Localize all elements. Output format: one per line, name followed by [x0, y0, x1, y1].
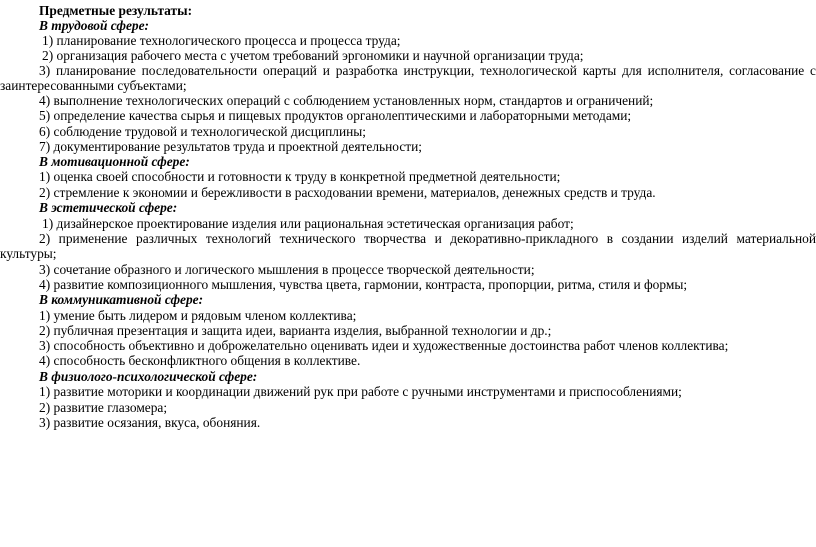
list-item: 3) развитие осязания, вкуса, обоняния. — [39, 415, 261, 430]
list-item: 1) развитие моторики и координации движений рук при работе с ручными инструментами и приспособлениями; — [39, 384, 682, 399]
list-item: 6) соблюдение трудовой и технологической дисциплины; — [39, 124, 367, 139]
list-item-continuation: заинтересованными субъектами; — [0, 78, 187, 93]
list-item: 4) способность бесконфликтного общения в коллективе. — [39, 353, 361, 368]
list-item: 5) определение качества сырья и пищевых продуктов органолептическими и лабораторными методами; — [39, 108, 632, 123]
list-item: 4) развитие композиционного мышления, чувства цвета, гармонии, контраста, пропорции, ритма, стиля и формы; — [39, 277, 688, 292]
document-title: Предметные результаты: — [39, 3, 193, 18]
section-heading-physiological: В физиолого-психологической сфере: — [39, 369, 258, 384]
list-item: 3) сочетание образного и логического мышления в процессе творческой деятельности; — [39, 262, 535, 277]
list-item-continuation: культуры; — [0, 246, 57, 261]
section-heading-labor: В трудовой сфере: — [39, 18, 149, 33]
list-item: 2) стремление к экономии и бережливости в расходовании времени, материалов, денежных средств и труда. — [39, 185, 656, 200]
section-heading-communicative: В коммуникативной сфере: — [39, 292, 204, 307]
list-item: 1) умение быть лидером и рядовым членом коллектива; — [39, 308, 357, 323]
list-item: 1) дизайнерское проектирование изделия или рациональная эстетическая организация работ; — [42, 216, 574, 231]
section-heading-motivation: В мотивационной сфере: — [39, 154, 190, 169]
list-item: 4) выполнение технологических операций с соблюдением установленных норм, стандартов и ограничений; — [39, 93, 654, 108]
list-item: 1) оценка своей способности и готовности к труду в конкретной предметной деятельности; — [39, 169, 561, 184]
list-item: 2) развитие глазомера; — [39, 400, 168, 415]
list-item: 2) организация рабочего места с учетом требований эргономики и научной организации труда; — [42, 48, 584, 63]
list-item: 7) документирование результатов труда и проектной деятельности; — [39, 139, 422, 154]
list-item: 2) применение различных технологий технического творчества и декоративно-прикладного в создании изделий материальной — [39, 231, 816, 246]
list-item: 3) планирование последовательности операций и разработка инструкции, технологической карты для исполнителя, согласование с — [39, 63, 816, 78]
list-item: 2) публичная презентация и защита идеи, варианта изделия, выбранной технологии и др.; — [39, 323, 552, 338]
list-item: 3) способность объективно и доброжелательно оценивать идеи и художественные достоинства работ членов коллектива; — [39, 338, 729, 353]
section-heading-aesthetic: В эстетической сфере: — [39, 200, 178, 215]
list-item: 1) планирование технологического процесса и процесса труда; — [42, 33, 401, 48]
